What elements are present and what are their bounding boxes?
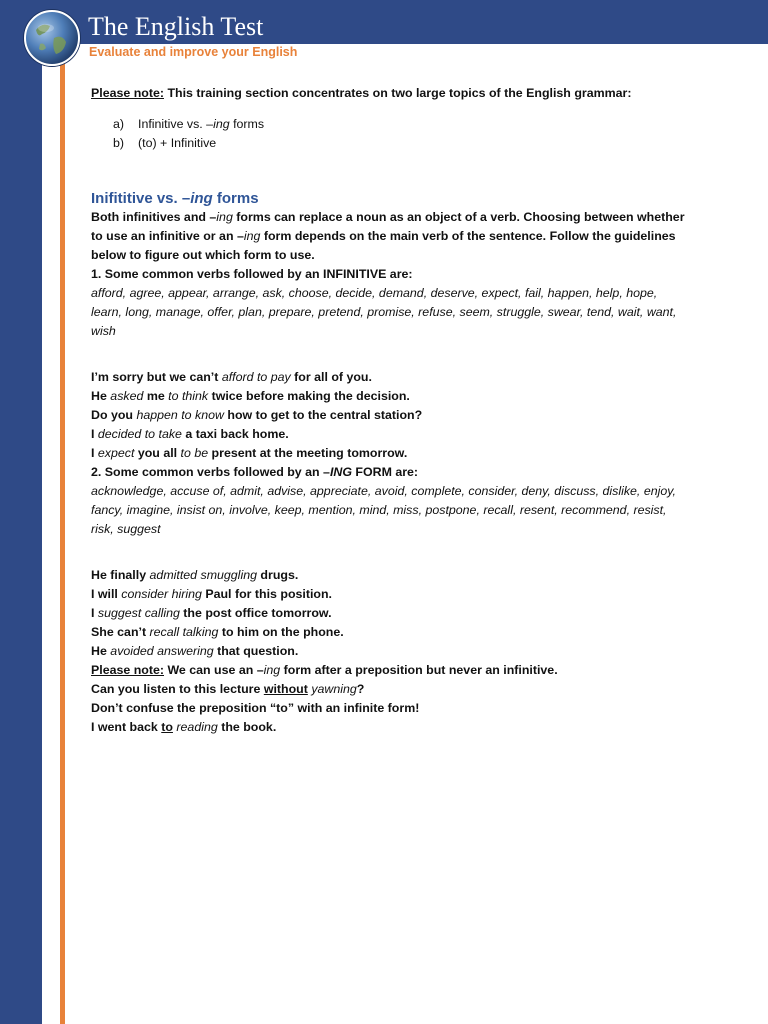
final-underline: to bbox=[161, 720, 173, 734]
example-sentence bbox=[91, 623, 691, 642]
infinitive-heading: 1. Some common verbs followed by an INFINITIVE are: bbox=[91, 267, 413, 281]
ex-ital: to be bbox=[180, 446, 209, 460]
ex-ital: asked bbox=[110, 389, 144, 403]
ing-heading-a: 2. Some common verbs followed by an – bbox=[91, 465, 330, 479]
example-sentence bbox=[91, 444, 691, 463]
q-ital: yawning bbox=[311, 682, 357, 696]
ex-ital: to think bbox=[168, 389, 209, 403]
ex-plain: twice before making the decision. bbox=[208, 389, 410, 403]
q-plain: Can you listen to this lecture bbox=[91, 682, 264, 696]
topic-text: (to) + Infinitive bbox=[138, 136, 217, 150]
ex-plain: He finally bbox=[91, 568, 150, 582]
example-sentence bbox=[91, 425, 691, 444]
ex-plain: He bbox=[91, 389, 111, 403]
ex-plain: a taxi back home. bbox=[181, 427, 289, 441]
ex-plain: I bbox=[91, 427, 98, 441]
note-text: This training section concentrates on two large topics of the English grammar: bbox=[164, 86, 632, 100]
topic-item bbox=[113, 134, 691, 153]
second-note bbox=[91, 661, 691, 680]
note2-text: form after a preposition but never an infinitive. bbox=[280, 663, 558, 677]
ex-ital: recall talking bbox=[149, 625, 219, 639]
orange-margin-line bbox=[60, 60, 65, 1024]
ex-plain: you all bbox=[134, 446, 181, 460]
globe-logo-icon bbox=[24, 10, 80, 66]
topic-list bbox=[113, 115, 691, 153]
ex-plain: Paul for this position. bbox=[201, 587, 332, 601]
note-label: Please note: bbox=[91, 86, 164, 100]
example-sentence bbox=[91, 387, 691, 406]
topic-item bbox=[113, 115, 691, 134]
ex-plain: He bbox=[91, 644, 111, 658]
section-title-a: Inifititive vs. – bbox=[91, 190, 191, 207]
ex-plain: present at the meeting tomorrow. bbox=[208, 446, 408, 460]
ex-plain: for all of you. bbox=[290, 370, 372, 384]
section-title-c: forms bbox=[212, 190, 259, 207]
q-plain: ? bbox=[356, 682, 365, 696]
final-example bbox=[91, 718, 691, 737]
note2-label: Please note: bbox=[91, 663, 164, 677]
para-part: form depends on the main verb of the sentence. Follow the guidelines below to figure out which form to use. bbox=[91, 229, 676, 262]
ex-plain: to him on the phone. bbox=[218, 625, 344, 639]
final-plain: I went back bbox=[91, 720, 162, 734]
topic-text-rest: forms bbox=[229, 117, 265, 131]
ing-heading-ital: ING bbox=[329, 465, 352, 479]
ex-plain: Do you bbox=[91, 408, 137, 422]
brand-tagline: Evaluate and improve your English bbox=[89, 45, 298, 59]
topic-text-a: Infinitive vs. – bbox=[138, 117, 214, 131]
ex-plain: that question. bbox=[213, 644, 299, 658]
ex-plain: I bbox=[91, 606, 98, 620]
ex-ital: consider hiring bbox=[121, 587, 202, 601]
intro-note bbox=[91, 84, 691, 103]
brand-title: The English Test bbox=[88, 12, 264, 41]
ex-plain: She can’t bbox=[91, 625, 150, 639]
example-sentence bbox=[91, 585, 691, 604]
para-ital: ing bbox=[216, 210, 233, 224]
para-part: Both infinitives and – bbox=[91, 210, 217, 224]
ex-plain: the post office tomorrow. bbox=[179, 606, 332, 620]
ex-ital: expect bbox=[97, 446, 135, 460]
ing-examples bbox=[91, 566, 691, 661]
ex-ital: avoided answering bbox=[110, 644, 214, 658]
ing-heading-c: FORM are: bbox=[351, 465, 419, 479]
ex-ital: decided to take bbox=[97, 427, 182, 441]
ex-ital: suggest calling bbox=[97, 606, 180, 620]
document-content bbox=[91, 84, 691, 737]
para-ital: ing bbox=[243, 229, 261, 243]
ex-plain: how to get to the central station? bbox=[223, 408, 423, 422]
section-title bbox=[91, 189, 691, 208]
infinitive-verb-list: afford, agree, appear, arrange, ask, choose, decide, demand, deserve, expect, fail, happen, help, hope, learn, long, manage, offer, plan, prepare, pretend, promise, refuse, seem, struggle, swear, tend, wait, want, wish bbox=[91, 286, 677, 338]
ex-plain: I bbox=[91, 446, 98, 460]
question-example bbox=[91, 680, 691, 699]
final-plain: the book. bbox=[217, 720, 277, 734]
q-underline: without bbox=[263, 682, 308, 696]
topic-text bbox=[138, 115, 264, 134]
ex-ital: afford to pay bbox=[221, 370, 291, 384]
note2-text: We can use an – bbox=[164, 663, 264, 677]
ex-plain: me bbox=[143, 389, 169, 403]
ex-plain: I’m sorry but we can’t bbox=[91, 370, 222, 384]
confuse-warning: Don’t confuse the preposition “to” with an infinite form! bbox=[91, 701, 420, 715]
example-sentence bbox=[91, 368, 691, 387]
section-title-ital: ing bbox=[190, 190, 213, 207]
topic-marker: a) bbox=[113, 117, 125, 131]
para-part: forms can replace a noun as an object of a verb. Choosing between whether to use an infinitive or an – bbox=[91, 210, 685, 243]
left-band bbox=[0, 0, 42, 1024]
ex-plain: I will bbox=[91, 587, 122, 601]
ing-verb-list: acknowledge, accuse of, admit, advise, appreciate, avoid, complete, consider, deny, discuss, dislike, enjoy, fancy, imagine, insist on, involve, keep, mention, mind, miss, postpone, recall, resent, recommend, resist, risk, suggest bbox=[91, 484, 676, 536]
example-sentence bbox=[91, 604, 691, 623]
example-sentence bbox=[91, 406, 691, 425]
topic-marker: b) bbox=[113, 136, 125, 150]
ex-ital: admitted smuggling bbox=[149, 568, 257, 582]
ex-plain: drugs. bbox=[256, 568, 299, 582]
infinitive-examples bbox=[91, 368, 691, 463]
example-sentence bbox=[91, 566, 691, 585]
example-sentence bbox=[91, 642, 691, 661]
ex-ital: happen to know bbox=[136, 408, 224, 422]
topic-text-ital: ing bbox=[213, 117, 230, 131]
ing-heading bbox=[91, 463, 691, 482]
intro-paragraph bbox=[91, 208, 691, 265]
note2-ital: ing bbox=[263, 663, 281, 677]
final-ital: reading bbox=[176, 720, 218, 734]
